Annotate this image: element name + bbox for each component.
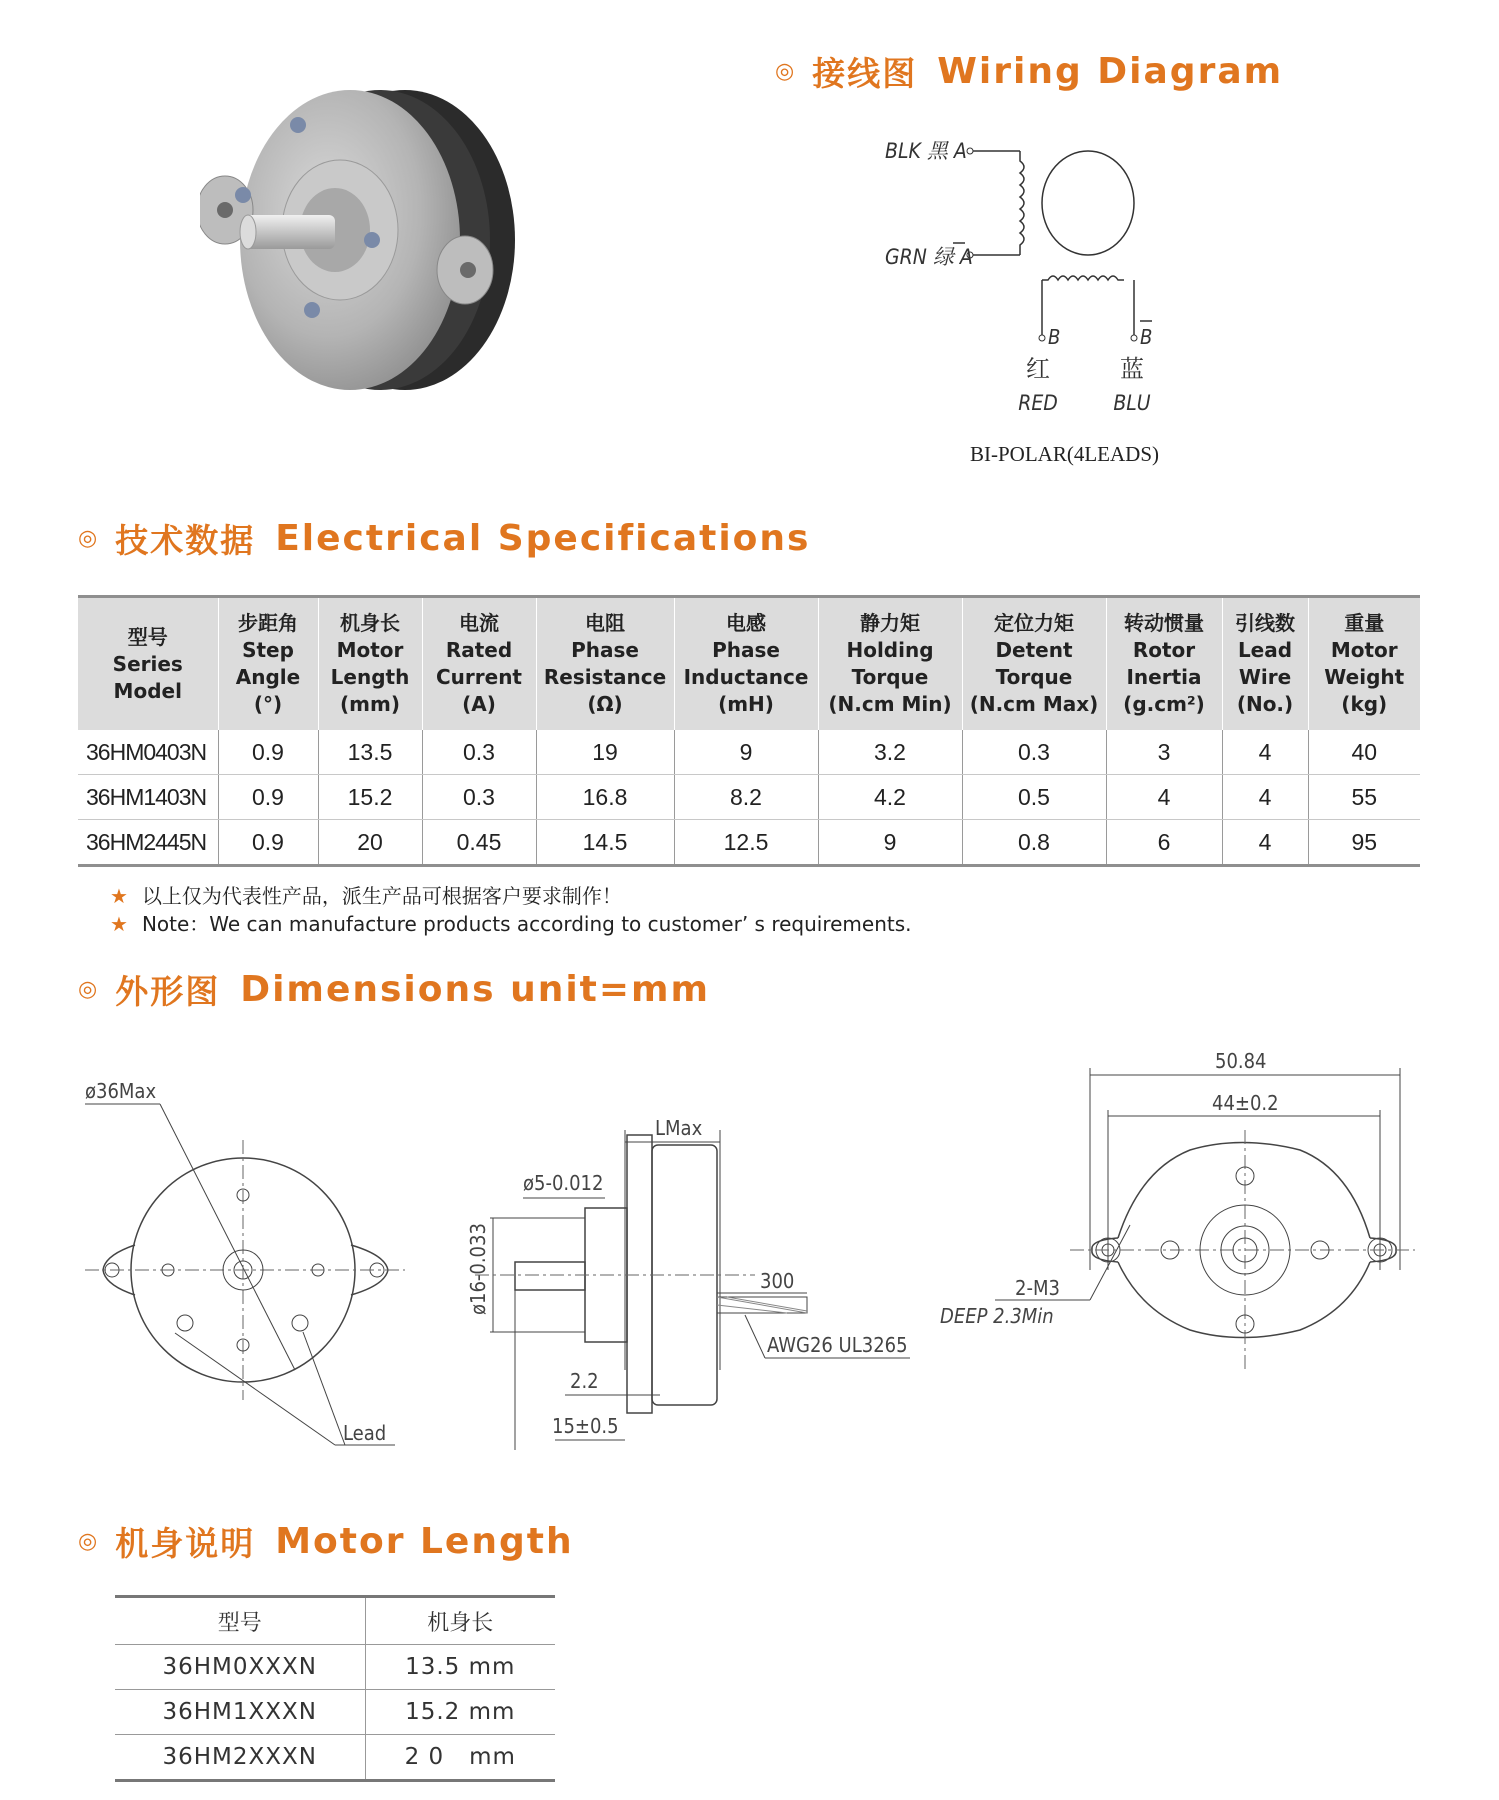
star-icon: ★ [110, 912, 128, 936]
wiring-title-en: Wiring Diagram [937, 51, 1284, 92]
cell: 20 [318, 820, 422, 866]
table-row [115, 1645, 555, 1690]
cell: 4 [1222, 775, 1308, 820]
motor-length-section-title [78, 1518, 574, 1565]
table-row [78, 820, 1420, 866]
header-rotor-inertia: 转动惯量 Rotor Inertia (g.cm²) [1106, 597, 1222, 731]
cell-length: 13.5 mm [365, 1645, 555, 1690]
cell-length: 15.2 mm [365, 1690, 555, 1735]
bullet-icon: ◎ [78, 977, 98, 1002]
wire-label-a: BLK 黑 A [885, 139, 967, 163]
header-phase-resistance: 电阻 Phase Resistance (Ω) [536, 597, 674, 731]
wire-label-blu-zh: 蓝 [1120, 355, 1144, 383]
cell: 95 [1308, 820, 1420, 866]
dim-diameter-label: ø36Max [85, 1079, 157, 1103]
cell: 14.5 [536, 820, 674, 866]
table-row [78, 775, 1420, 820]
wire-label-abar: GRN 绿 A [885, 245, 973, 269]
electrical-spec-table [78, 595, 1420, 867]
dim-shaft-label: ø5-0.012 [523, 1171, 604, 1195]
cell: 9 [818, 820, 962, 866]
dim-cable-length: 300 [760, 1269, 795, 1293]
cell: 15.2 [318, 775, 422, 820]
header-rated-current: 电流 Rated Current (A) [422, 597, 536, 731]
spec-header-row [78, 597, 1420, 731]
cell: 3 [1106, 730, 1222, 775]
cell-model: 36HM1403N [78, 775, 218, 820]
motor-photo [200, 70, 530, 410]
cell: 19 [536, 730, 674, 775]
wiring-title-zh: 接线图 [812, 54, 918, 93]
header-detent-torque: 定位力矩 Detent Torque (N.cm Max) [962, 597, 1106, 731]
cell: 0.3 [962, 730, 1106, 775]
dim-boss-label: ø16-0.033 [466, 1223, 490, 1315]
bullet-icon: ◎ [775, 59, 795, 84]
note-zh [110, 880, 622, 909]
cell-model: 36HM1XXXN [115, 1690, 365, 1735]
header-phase-inductance: 电感 Phase Inductance (mH) [674, 597, 818, 731]
wire-label-bbar: B [1140, 325, 1153, 349]
wire-label-blu: BLU [1113, 391, 1151, 415]
note-en-text: Note：We can manufacture products according to customer’ s requirements. [141, 912, 912, 936]
cell: 12.5 [674, 820, 818, 866]
dimensions-title-zh: 外形图 [115, 972, 221, 1011]
cell-length: 2 0 mm [365, 1735, 555, 1781]
cell: 0.9 [218, 775, 318, 820]
star-icon: ★ [110, 884, 128, 908]
cell: 40 [1308, 730, 1420, 775]
cell: 0.9 [218, 730, 318, 775]
cell: 0.45 [422, 820, 536, 866]
front-view-drawing [75, 1070, 455, 1470]
dim-2-2-label: 2.2 [570, 1369, 599, 1393]
dim-15-label: 15±0.5 [552, 1414, 619, 1438]
length-header-row [115, 1597, 555, 1645]
wire-label-b: B [1048, 325, 1061, 349]
cell: 13.5 [318, 730, 422, 775]
cell: 55 [1308, 775, 1420, 820]
bullet-icon: ◎ [78, 526, 98, 551]
header-model: 型号 [115, 1597, 365, 1645]
cell: 4 [1222, 730, 1308, 775]
motor-length-table [115, 1595, 555, 1782]
cell-model: 36HM2445N [78, 820, 218, 866]
motor-length-title-zh: 机身说明 [115, 1524, 256, 1563]
cell: 0.5 [962, 775, 1106, 820]
cell: 0.9 [218, 820, 318, 866]
dim-5084-label: 50.84 [1215, 1049, 1267, 1073]
cell: 9 [674, 730, 818, 775]
cell: 6 [1106, 820, 1222, 866]
motor-length-title-en: Motor Length [275, 1521, 574, 1562]
dimensions-title-en: Dimensions unit=mm [240, 969, 711, 1010]
dim-awg-label: AWG26 UL3265 [767, 1333, 908, 1357]
header-length: 机身长 [427, 1610, 494, 1636]
cell-model: 36HM0403N [78, 730, 218, 775]
wiring-caption: BI-POLAR(4LEADS) [970, 442, 1159, 466]
header-model: 型号 Series Model [78, 597, 218, 731]
dim-lmax-label: LMax [655, 1116, 703, 1140]
back-view-drawing [940, 1040, 1420, 1400]
header-holding-torque: 静力矩 Holding Torque (N.cm Min) [818, 597, 962, 731]
bullet-icon: ◎ [78, 1529, 98, 1554]
wiring-diagram [870, 125, 1200, 425]
header-lead-wire: 引线数 Lead Wire (No.) [1222, 597, 1308, 731]
electrical-title-zh: 技术数据 [115, 521, 256, 560]
wiring-section-title [775, 48, 1283, 95]
wire-label-red-zh: 红 [1026, 355, 1050, 383]
header-motor-weight: 重量 Motor Weight (kg) [1308, 597, 1420, 731]
dimensions-section-title [78, 966, 710, 1013]
cell: 0.3 [422, 730, 536, 775]
table-row [78, 730, 1420, 775]
header-step-angle: 步距角 Step Angle (°) [218, 597, 318, 731]
dim-lead-label: Lead [343, 1421, 387, 1445]
header-motor-length: 机身长 Motor Length (mm) [318, 597, 422, 731]
cell: 4.2 [818, 775, 962, 820]
cell: 8.2 [674, 775, 818, 820]
note-zh-text: 以上仅为代表性产品，派生产品可根据客户要求制作！ [141, 884, 622, 908]
table-row [115, 1735, 555, 1781]
dim-44-label: 44±0.2 [1212, 1091, 1279, 1115]
cell: 4 [1222, 820, 1308, 866]
electrical-title-en: Electrical Specifications [275, 518, 811, 559]
cell: 0.8 [962, 820, 1106, 866]
cell: 16.8 [536, 775, 674, 820]
dim-deep-label: DEEP 2.3Min [940, 1304, 1054, 1328]
electrical-section-title [78, 515, 810, 562]
cell: 3.2 [818, 730, 962, 775]
wire-label-red: RED [1018, 391, 1058, 415]
cell: 0.3 [422, 775, 536, 820]
cell-model: 36HM2XXXN [115, 1735, 365, 1781]
table-row [115, 1690, 555, 1735]
cell-model: 36HM0XXXN [115, 1645, 365, 1690]
dim-m3-label: 2-M3 [1015, 1276, 1060, 1300]
cell: 4 [1106, 775, 1222, 820]
note-en [110, 908, 912, 937]
side-view-drawing [455, 1100, 925, 1460]
